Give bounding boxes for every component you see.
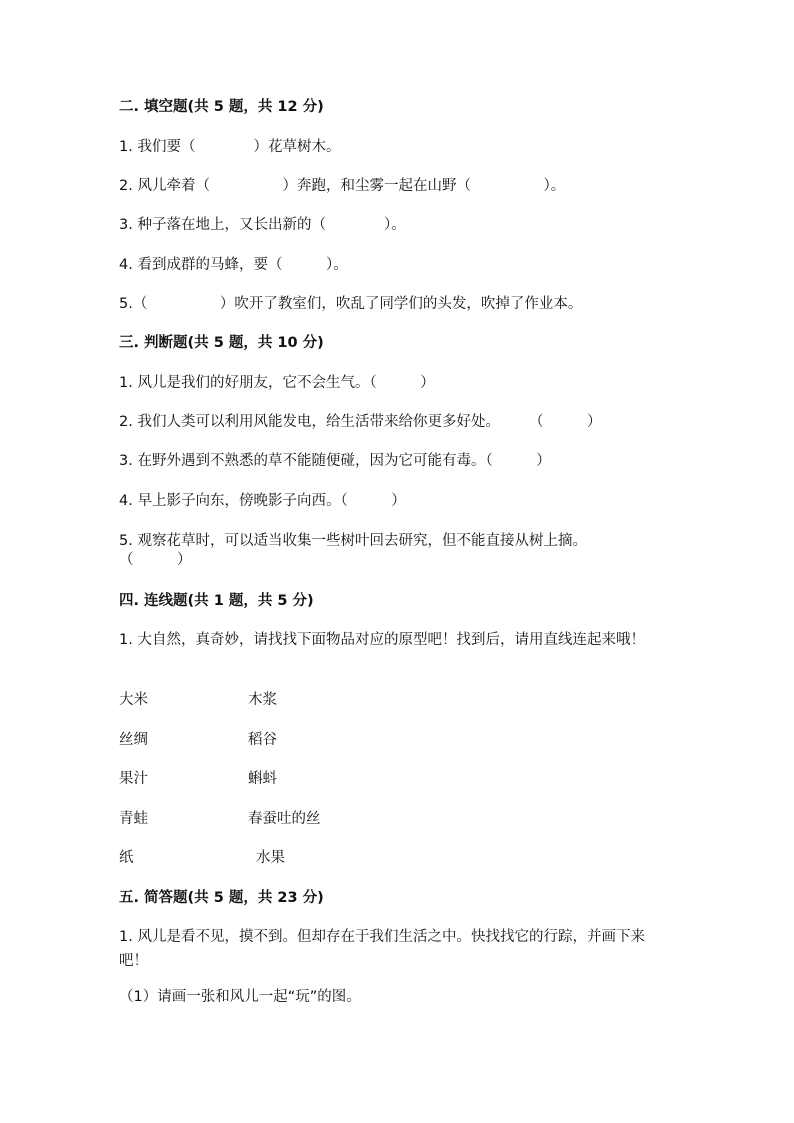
section-heading-short-answer: 五. 简答题(共 5 题，共 23 分) — [119, 890, 324, 906]
section-heading-true-false: 三. 判断题(共 5 题，共 10 分) — [119, 335, 324, 351]
matching-left-item: 果汁 — [119, 771, 148, 787]
matching-left-item: 丝绸 — [119, 732, 148, 748]
matching-left-item: 青蛙 — [119, 811, 148, 827]
matching-left-item: 大米 — [119, 692, 148, 708]
short-answer-subquestion-1: （1）请画一张和风儿一起“玩”的图。 — [119, 989, 361, 1005]
fill-blank-question-5: 5.（ ）吹开了教室们，吹乱了同学们的头发，吹掉了作业本。 — [119, 296, 583, 312]
section-heading-fill-blank: 二. 填空题(共 5 题，共 12 分) — [119, 99, 324, 115]
matching-question-1: 1. 大自然，真奇妙，请找找下面物品对应的原型吧！找到后，请用直线连起来哦！ — [119, 632, 645, 648]
matching-left-item: 纸 — [119, 850, 134, 866]
fill-blank-question-2: 2. 风儿牵着（ ）奔跑，和尘雾一起在山野（ ）。 — [119, 178, 566, 194]
matching-right-item: 春蚕吐的丝 — [248, 811, 321, 827]
true-false-question-3: 3. 在野外遇到不熟悉的草不能随便碰，因为它可能有毒。（ ） — [119, 453, 551, 469]
fill-blank-question-4: 4. 看到成群的马蜂，要（ ）。 — [119, 257, 348, 273]
true-false-question-5-text: 5. 观察花草时，可以适当收集一些树叶回去研究，但不能直接从树上摘。 — [119, 533, 587, 549]
fill-blank-question-1: 1. 我们要（ ）花草树木。 — [119, 139, 341, 155]
short-answer-question-1: 1. 风儿是看不见，摸不到。但却存在于我们生活之中。快找找它的行踪，并画下来吧！ — [119, 929, 645, 969]
matching-right-item: 稻谷 — [248, 732, 277, 748]
true-false-question-1: 1. 风儿是我们的好朋友，它不会生气。（ ） — [119, 375, 435, 391]
matching-right-item: 蝌蚪 — [248, 771, 277, 787]
matching-right-item: 水果 — [256, 850, 285, 866]
fill-blank-question-3: 3. 种子落在地上，又长出新的（ ）。 — [119, 217, 406, 233]
true-false-question-5-blank: （ ） — [119, 552, 192, 568]
section-heading-matching: 四. 连线题(共 1 题，共 5 分) — [119, 593, 314, 609]
matching-right-item: 木浆 — [248, 692, 277, 708]
true-false-question-4: 4. 早上影子向东，傍晚影子向西。（ ） — [119, 493, 406, 509]
true-false-question-2: 2. 我们人类可以利用风能发电，给生活带来给你更多好处。 （ ） — [119, 414, 602, 430]
